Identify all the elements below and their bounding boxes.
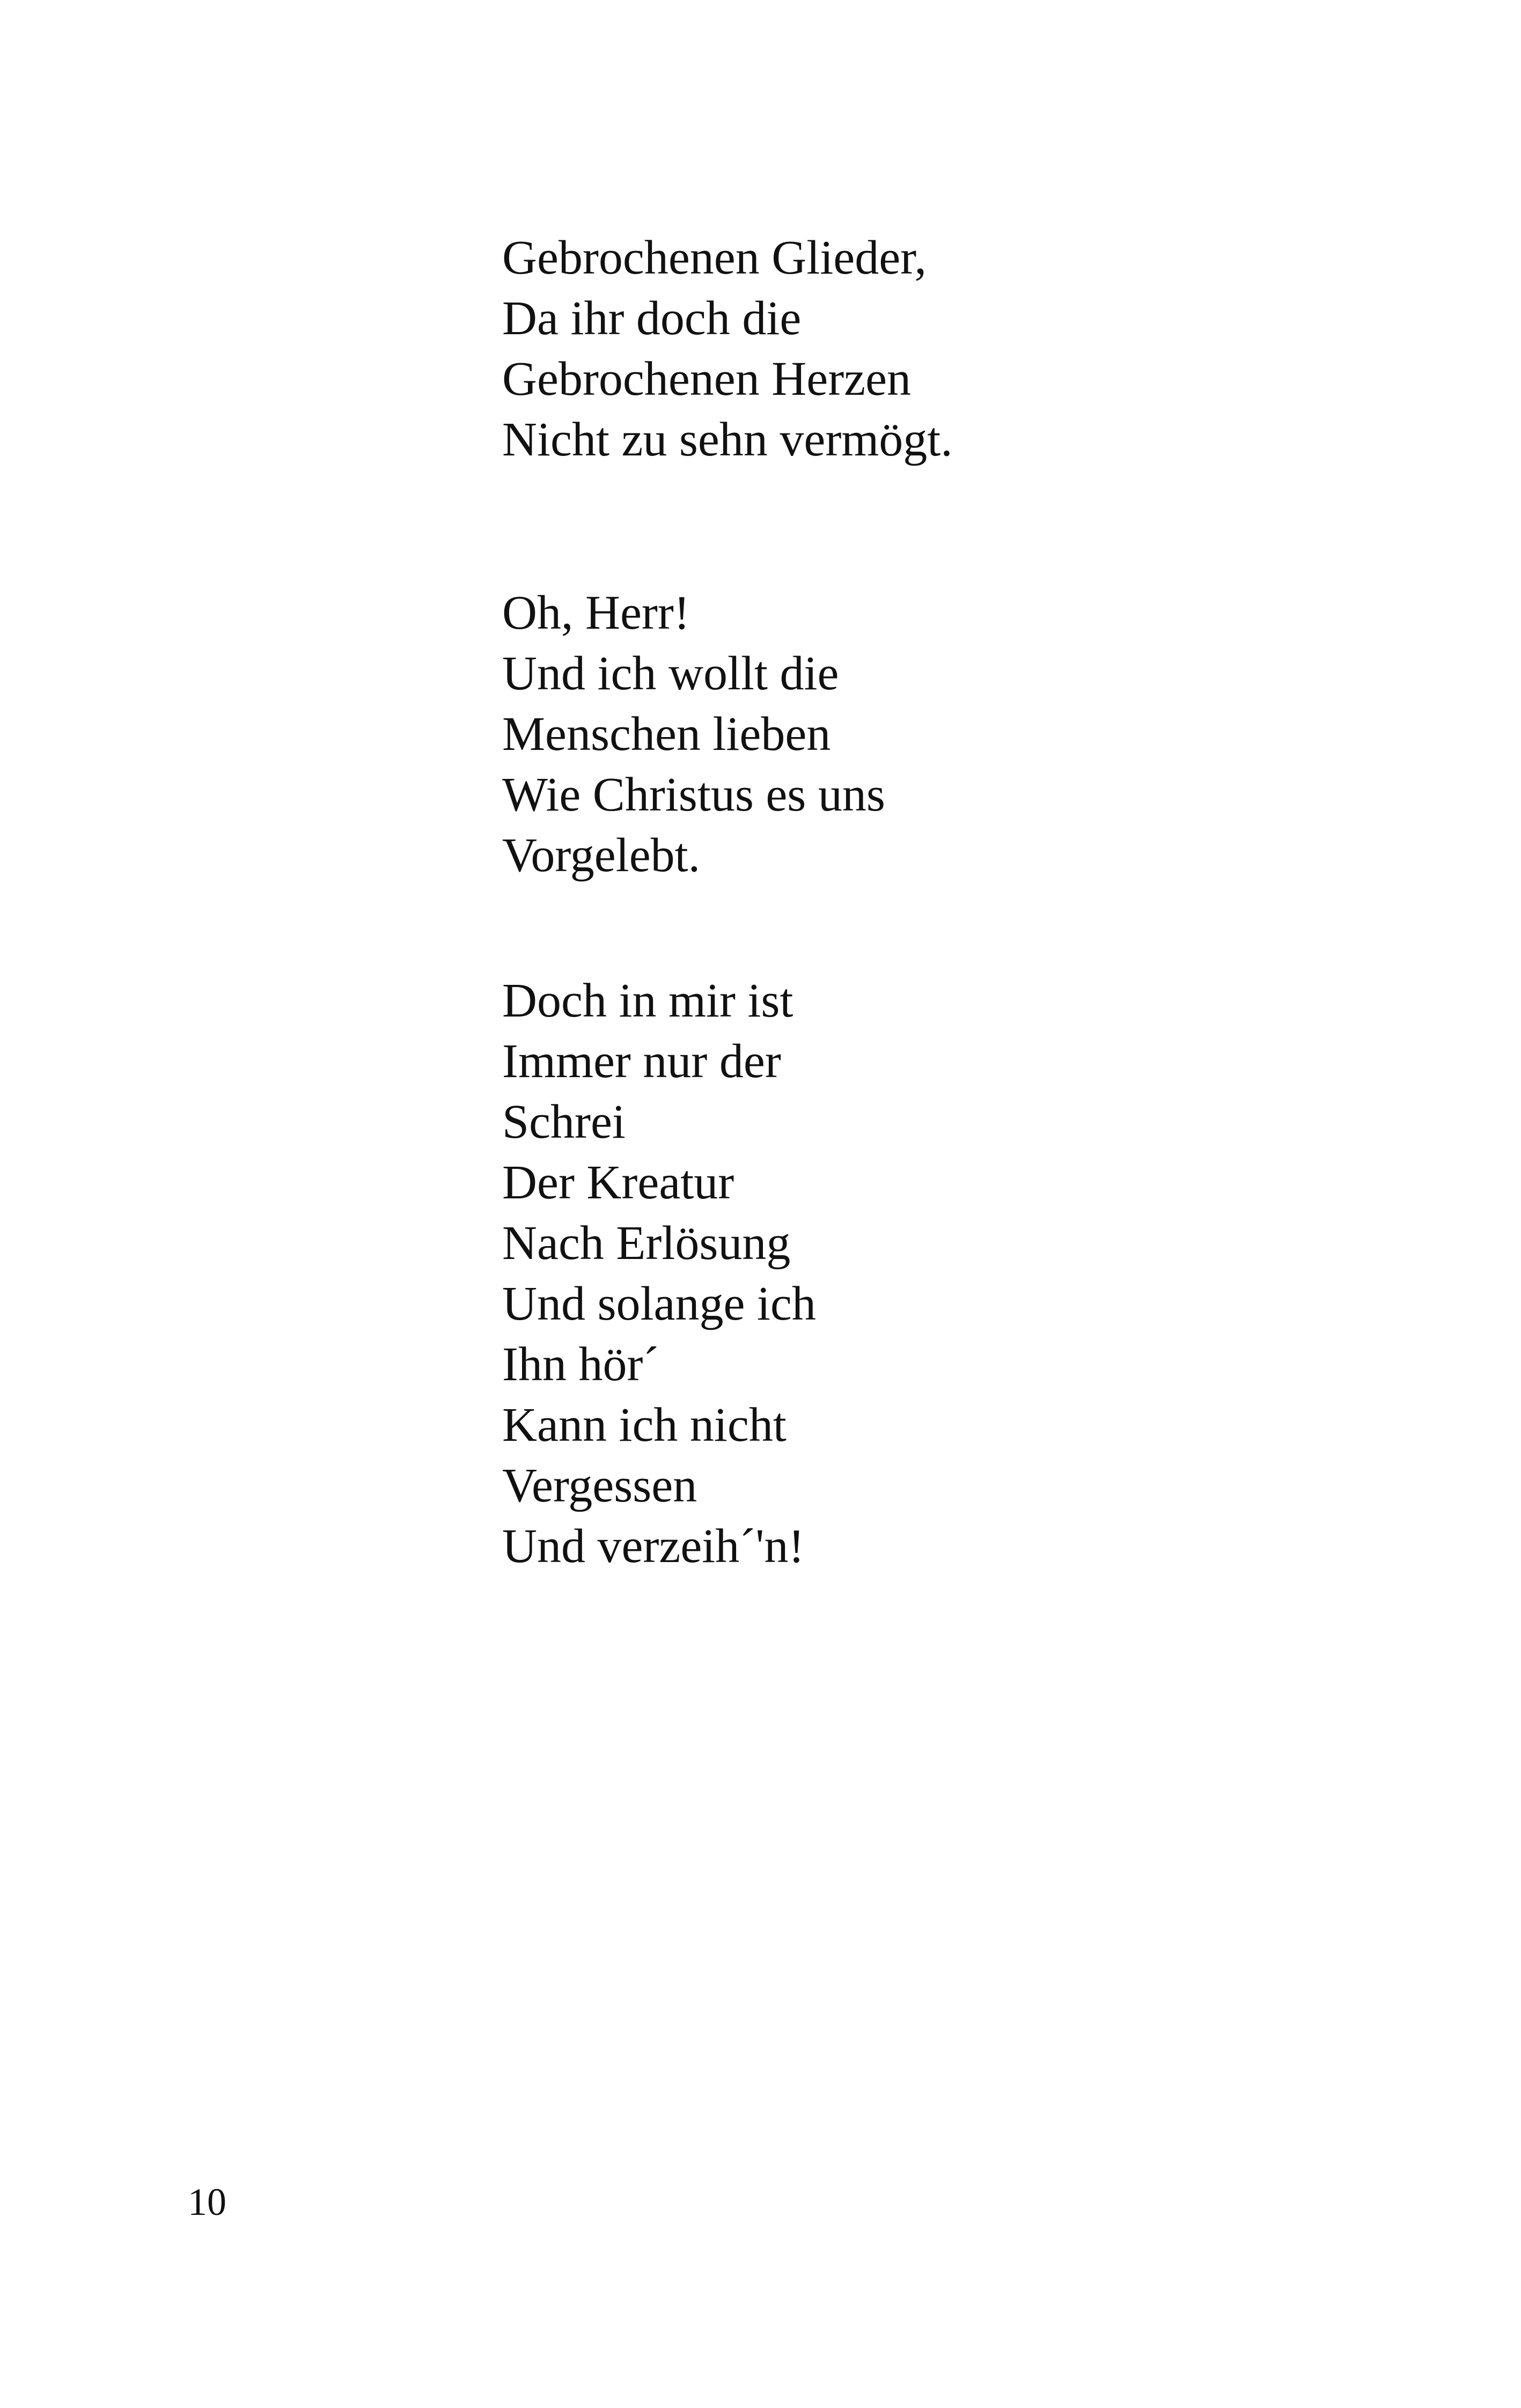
stanza-2	[502, 583, 1307, 886]
poem-line: Ihn hör´	[502, 1338, 659, 1391]
poem-line: Oh, Herr!	[502, 586, 690, 639]
poem-line: Vergessen	[502, 1459, 697, 1512]
poem-line: Und solange ich	[502, 1277, 816, 1330]
stanza-3	[502, 970, 1307, 1577]
poem-line: Und verzeih´'n!	[502, 1520, 805, 1573]
poem-line: Nach Erlösung	[502, 1217, 791, 1270]
poem-line: Gebrochenen Herzen	[502, 352, 912, 406]
poem-line: Der Kreatur	[502, 1156, 734, 1209]
poem-line: Immer nur der	[502, 1035, 781, 1088]
poem-line: Kann ich nicht	[502, 1398, 787, 1452]
page-number: 10	[188, 2181, 226, 2223]
poem	[502, 227, 1307, 1577]
poem-line: Gebrochenen Glieder,	[502, 231, 927, 284]
poem-line: Vorgelebt.	[502, 829, 701, 882]
poem-line: Doch in mir ist	[502, 974, 793, 1027]
poem-line: Und ich wollt die	[502, 647, 839, 700]
poem-line: Schrei	[502, 1095, 626, 1148]
poem-line: Menschen lieben	[502, 708, 831, 761]
poem-line: Nicht zu sehn vermögt.	[502, 413, 953, 466]
poem-line: Wie Christus es uns	[502, 768, 885, 821]
stanza-1	[502, 227, 1307, 470]
poem-line: Da ihr doch die	[502, 292, 802, 345]
